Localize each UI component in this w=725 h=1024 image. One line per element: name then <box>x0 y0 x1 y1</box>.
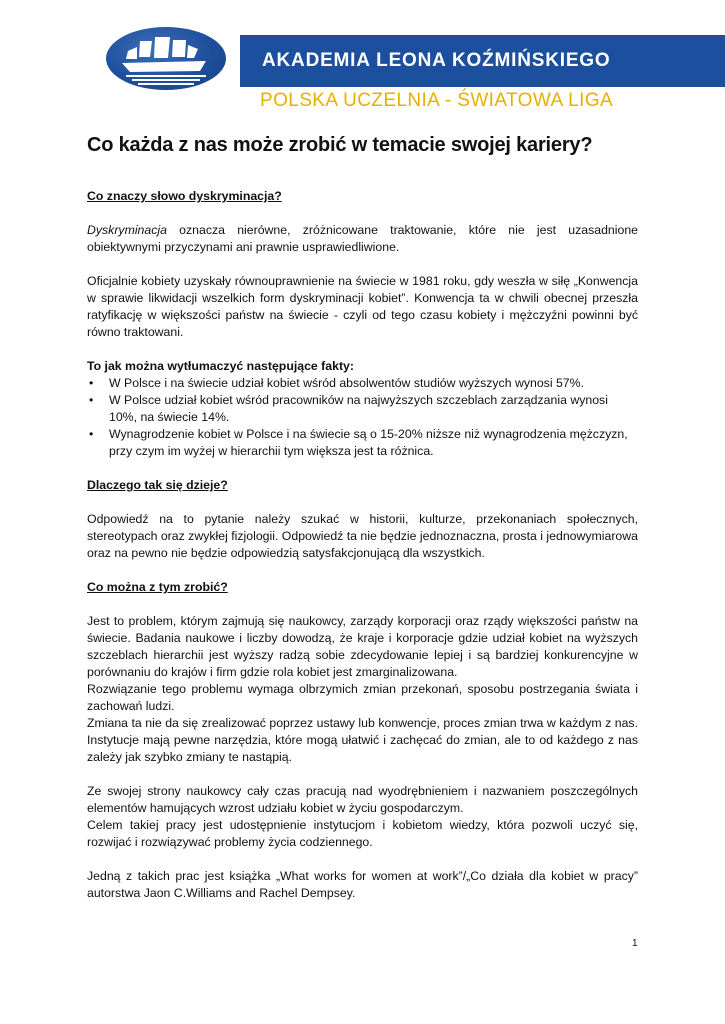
facts-heading: To jak można wytłumaczyć następujące fakty: <box>87 359 354 373</box>
facts-list <box>87 375 638 460</box>
paragraph-scientists: Ze swojej strony naukowcy cały czas pracują nad wyodrębnieniem i nazwaniem poszczególnych elementów hamujących wzrost udziału kobiet w życiu gospodarczym. <box>87 784 638 815</box>
institution-tagline: POLSKA UCZELNIA - ŚWIATOWA LIGA <box>260 90 614 111</box>
list-item: • W Polsce i na świecie udział kobiet wśród absolwentów studiów wyższych wynosi 57%. <box>87 375 638 392</box>
section-heading-discrimination: Co znaczy słowo dyskryminacja? <box>87 189 282 203</box>
section-heading-why: Dlaczego tak się dzieje? <box>87 478 228 492</box>
document-body <box>87 188 638 919</box>
paragraph-why: Odpowiedź na to pytanie należy szukać w historii, kulturze, przekonaniach społecznych, stereotypach oraz zwykłej fizjologii. Odpowiedź ta nie będzie jednoznaczna, prosta i jednowymiarowa oraz na pewno nie będzie odpowiedzią satysfakcjonującą dla wszystkich. <box>87 512 638 560</box>
page-number: 1 <box>632 938 638 949</box>
section-heading-what-to-do: Co można z tym zrobić? <box>87 580 228 594</box>
paragraph-change: Zmiana ta nie da się zrealizować poprzez ustawy lub konwencje, proces zmian trwa w każdym z nas. Instytucje mają pewne narzędzia, które mogą ułatwić i zachęcać do zmian, ale to od każdego z nas zależy jak szybko zmiany te nastąpią. <box>87 716 638 764</box>
page-title: Co każda z nas może zrobić w temacie swojej kariery? <box>87 134 593 156</box>
paragraph-solution: Rozwiązanie tego problemu wymaga olbrzymich zmian przekonań, sposobu postrzegania świata i zachowań ludzi. <box>87 682 638 713</box>
paragraph-definition <box>87 222 638 256</box>
paragraph-convention: Oficjalnie kobiety uzyskały równouprawnienie na świecie w 1981 roku, gdy weszła w siłę „Konwencja w sprawie likwidacji wszelkich form dyskryminacji kobiet”. Konwencja ta w chwili obecnej przeszła ratyfikację w większości państw na świecie - czyli od tego czasu kobiety i mężczyźni powinni być równo traktowani. <box>87 274 638 339</box>
university-logo-ship-icon <box>106 27 226 90</box>
list-item: • Wynagrodzenie kobiet w Polsce i na świecie są o 15-20% niższe niż wynagrodzenia mężczyzn, przy czym im wyżej w hierarchii tym większa jest ta różnica. <box>87 426 638 460</box>
definition-text: oznacza nierówne, zróżnicowane traktowanie, które nie jest uzasadnione obiektywnymi przyczynami ani prawnie usprawiedliwione. <box>87 223 638 254</box>
institution-banner: AKADEMIA LEONA KOŹMIŃSKIEGO <box>240 35 725 87</box>
paragraph-book: Jedną z takich prac jest książka „What works for women at work”/„Co działa dla kobiet w pracy” autorstwa Jaon C.Williams and Rachel Dempsey. <box>87 869 638 900</box>
term-discrimination: Dyskryminacja <box>87 223 167 237</box>
paragraph-research: Jest to problem, którym zajmują się naukowcy, zarządy korporacji oraz rządy większości państw na świecie. Badania naukowe i liczby dowodzą, że kraje i korporacje gdzie udział kobiet na wyższych szczeblach hierarchii jest wyższy radzą sobie zdecydowanie lepiej i są bardziej konkurencyjne w porównaniu do krajów i firm gdzie rola kobiet jest zmarginalizowana. <box>87 614 638 679</box>
paragraph-goal: Celem takiej pracy jest udostępnienie instytucjom i kobietom wiedzy, która pozwoli uczyć się, rozwijać i rozwiązywać problemy życia codziennego. <box>87 818 638 849</box>
list-item: • W Polsce udział kobiet wśród pracowników na najwyższych szczeblach zarządzania wynosi 10%, na świecie 14%. <box>87 392 638 426</box>
